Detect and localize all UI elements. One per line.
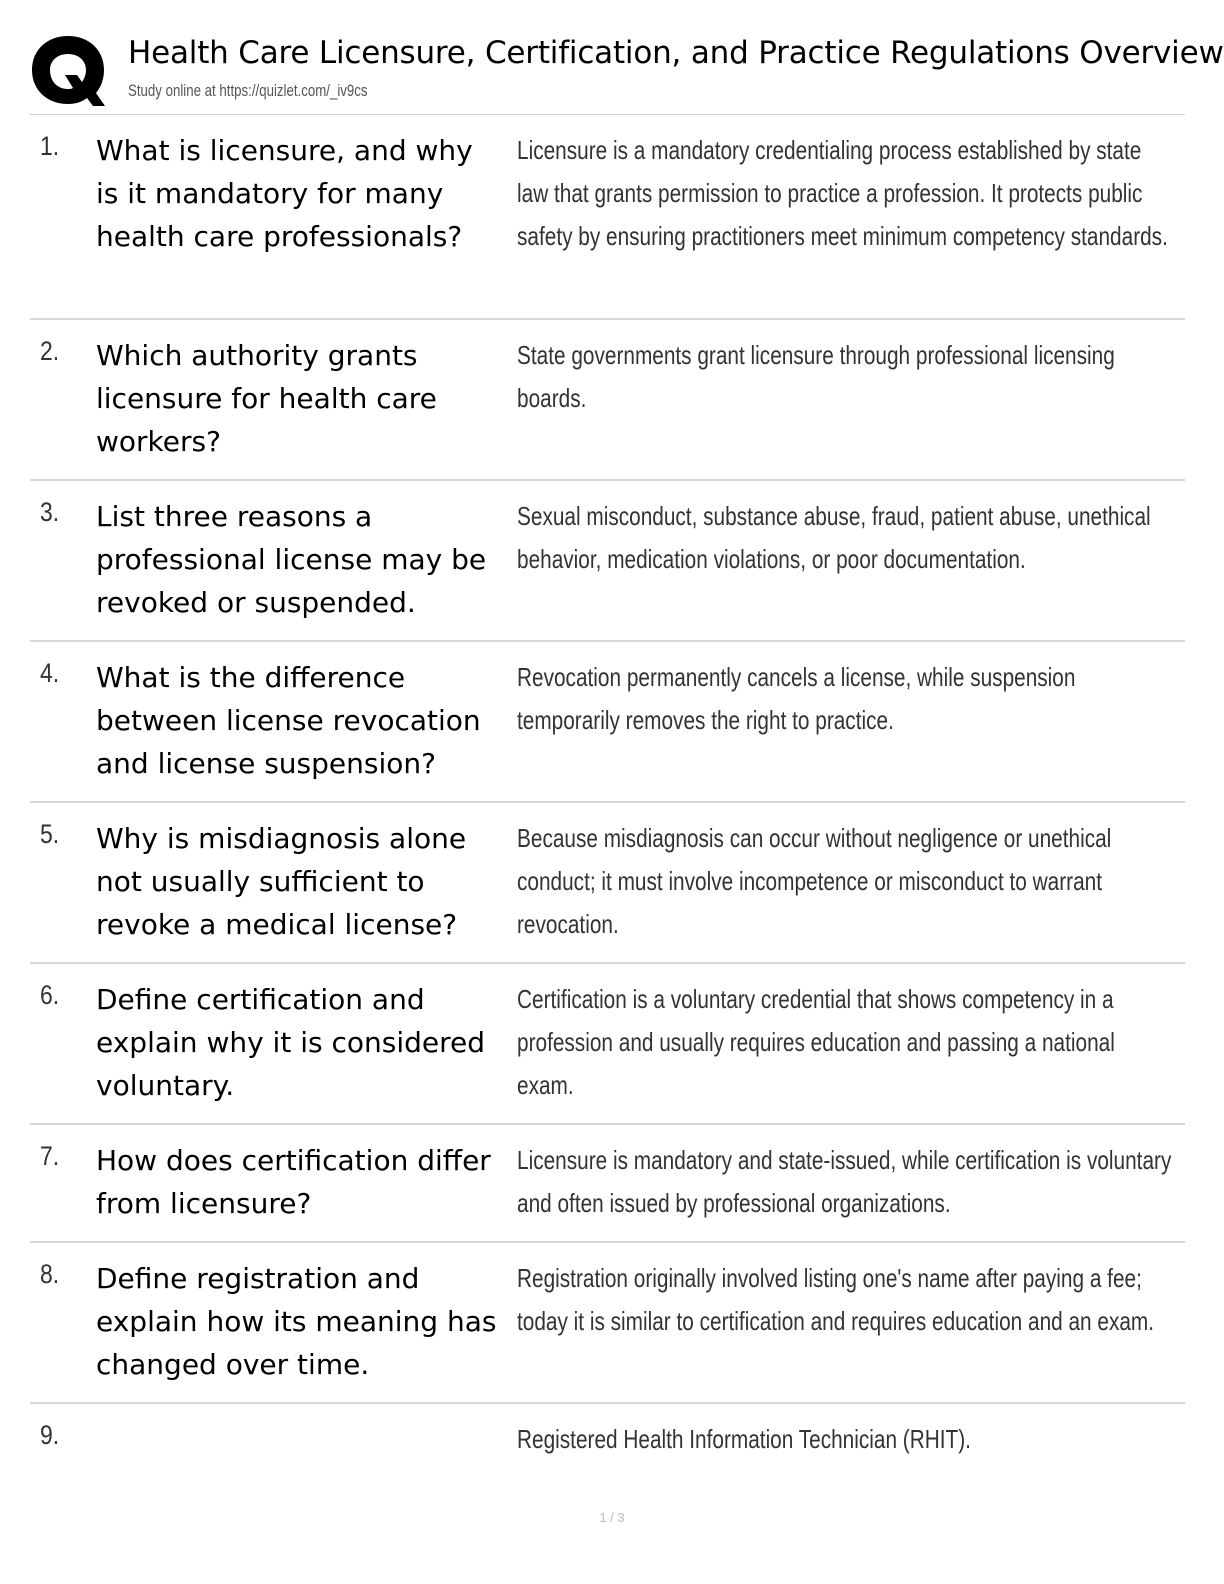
card-term: Which authority grants licensure for health care workers? bbox=[96, 339, 437, 458]
card-term: What is the difference between license revocation and license suspension? bbox=[96, 661, 481, 780]
card-number: 5. bbox=[40, 819, 60, 849]
card-definition: Certification is a voluntary credential that shows competency in a profession and usually requires education and passing a national exam. bbox=[517, 984, 1115, 1100]
card-definition: Because misdiagnosis can occur without negligence or unethical conduct; it must involve incompetence or misconduct to warrant revocation. bbox=[517, 823, 1112, 939]
card-number: 7. bbox=[40, 1141, 60, 1171]
quizlet-logo-icon bbox=[30, 32, 106, 108]
flashcard-row bbox=[30, 642, 1185, 803]
card-term: Why is misdiagnosis alone not usually sufficient to revoke a medical license? bbox=[96, 822, 467, 941]
card-term: Define registration and explain how its meaning has changed over time. bbox=[96, 1262, 497, 1381]
flashcard-row bbox=[30, 1243, 1185, 1404]
card-definition: Registration originally involved listing one's name after paying a fee; today it is similar to certification and requires education and an exam. bbox=[517, 1263, 1155, 1336]
card-definition: Sexual misconduct, substance abuse, fraud, patient abuse, unethical behavior, medication violations, or poor documentation. bbox=[517, 501, 1151, 574]
card-term: Define certification and explain why it is considered voluntary. bbox=[96, 983, 486, 1102]
card-definition: State governments grant licensure through professional licensing boards. bbox=[517, 340, 1115, 413]
card-term: List three reasons a professional license may be revoked or suspended. bbox=[96, 500, 487, 619]
page-title: Health Care Licensure, Certification, and Practice Regulations Overview bbox=[128, 35, 1224, 71]
card-definition: Licensure is mandatory and state-issued, while certification is voluntary and often issued by professional organizations. bbox=[517, 1145, 1172, 1218]
card-term: What is licensure, and why is it mandatory for many health care professionals? bbox=[96, 134, 473, 253]
card-number: 3. bbox=[40, 497, 60, 527]
page-number: 1 / 3 bbox=[599, 1510, 625, 1525]
page-header bbox=[30, 30, 1224, 114]
flashcard-row bbox=[30, 964, 1185, 1125]
card-term: How does certification differ from licensure? bbox=[96, 1144, 491, 1220]
flashcard-row bbox=[30, 803, 1185, 964]
flashcard-row bbox=[30, 1125, 1185, 1243]
flashcard-row bbox=[30, 320, 1185, 481]
flashcard-row bbox=[30, 481, 1185, 642]
card-number: 9. bbox=[40, 1420, 60, 1450]
card-number: 2. bbox=[40, 336, 60, 366]
study-link[interactable]: Study online at https://quizlet.com/_iv9cs bbox=[128, 81, 368, 100]
card-number: 8. bbox=[40, 1259, 60, 1289]
card-definition: Registered Health Information Technician (RHIT). bbox=[517, 1424, 971, 1454]
flashcard-row bbox=[30, 1404, 1185, 1484]
card-definition: Revocation permanently cancels a license, while suspension temporarily removes the right to practice. bbox=[517, 662, 1076, 735]
card-number: 1. bbox=[40, 131, 60, 161]
flashcard-row bbox=[30, 115, 1185, 320]
card-number: 4. bbox=[40, 658, 60, 688]
card-definition: Licensure is a mandatory credentialing process established by state law that grants permission to practice a profession. It protects public safety by ensuring practitioners meet minimum competency standards. bbox=[517, 135, 1168, 251]
card-number: 6. bbox=[40, 980, 60, 1010]
